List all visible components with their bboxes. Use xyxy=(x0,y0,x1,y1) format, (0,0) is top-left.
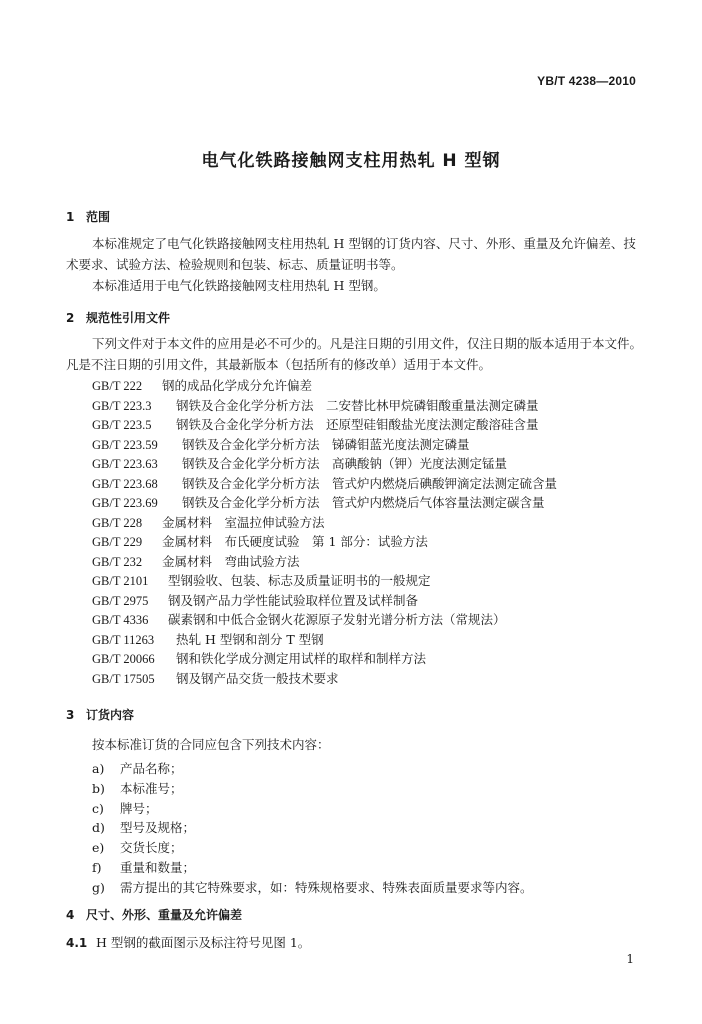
list-text: 型号及规格； xyxy=(120,820,196,836)
order-content-list xyxy=(92,759,533,898)
list-item xyxy=(92,799,533,819)
reference-code: GB/T 223.59 xyxy=(92,437,158,452)
reference-title: 钢铁及合金化学分析方法 高碘酸钠（钾）光度法测定锰量 xyxy=(182,456,508,471)
reference-title: 金属材料 布氏硬度试验 第 1 部分：试验方法 xyxy=(162,534,428,549)
reference-item xyxy=(92,610,557,630)
reference-title: 热轧 H 型钢和剖分 T 型钢 xyxy=(176,631,324,647)
section-3-intro: 按本标准订货的合同应包含下列技术内容： xyxy=(92,737,330,752)
list-text: 产品名称； xyxy=(120,761,183,776)
reference-item xyxy=(92,454,557,474)
reference-title: 钢铁及合金化学分析方法 管式炉内燃烧后碘酸钾滴定法测定硫含量 xyxy=(182,475,558,491)
reference-code: GB/T 20066 xyxy=(92,652,155,666)
reference-code: GB/T 229 xyxy=(92,535,143,549)
reference-code: GB/T 11263 xyxy=(92,632,155,647)
reference-title: 型钢验收、包装、标志及质量证明书的一般规定 xyxy=(168,573,431,588)
reference-item xyxy=(92,669,557,689)
section-title: 尺寸、外形、重量及允许偏差 xyxy=(86,908,243,922)
normative-references-list xyxy=(92,376,557,688)
clause-4-1 xyxy=(66,933,310,951)
list-marker: d) xyxy=(92,820,105,836)
section-title: 范围 xyxy=(86,210,111,224)
reference-item xyxy=(92,649,557,669)
reference-title: 钢铁及合金化学分析方法 管式炉内燃烧后气体容量法测定碳含量 xyxy=(182,495,545,510)
reference-code: GB/T 4336 xyxy=(92,613,149,627)
list-text: 本标准号； xyxy=(120,780,183,796)
reference-title: 钢和铁化学成分测定用试样的取样和制样方法 xyxy=(176,651,427,666)
section-1-paragraph-2 xyxy=(66,275,642,296)
list-item xyxy=(92,759,533,779)
reference-title: 钢及钢产品交货一般技术要求 xyxy=(176,670,339,686)
list-marker: f) xyxy=(92,859,102,875)
reference-title: 金属材料 弯曲试验方法 xyxy=(162,553,300,569)
list-marker: b) xyxy=(92,780,105,796)
reference-code: GB/T 223.69 xyxy=(92,496,158,510)
reference-item xyxy=(92,435,557,455)
section-number: 1 xyxy=(66,210,75,224)
reference-code: GB/T 2101 xyxy=(92,574,149,588)
list-item xyxy=(92,858,533,878)
reference-code: GB/T 223.68 xyxy=(92,476,158,491)
section-1-paragraph-1 xyxy=(66,233,642,275)
clause-text: H 型钢的截面图示及标注符号见图 1。 xyxy=(96,935,311,950)
paragraph-text: 下列文件对于本文件的应用是必不可少的。凡是注日期的引用文件，仅注日期的版本适用于本文件。凡是不注日期的引用文件，其最新版本（包括所有的修改单）适用于本文件。 xyxy=(66,336,643,372)
reference-title: 钢及钢产品力学性能试验取样位置及试样制备 xyxy=(168,592,419,608)
section-1-heading xyxy=(66,208,110,225)
reference-item xyxy=(92,552,557,572)
reference-item xyxy=(92,474,557,494)
reference-item xyxy=(92,376,557,396)
reference-item xyxy=(92,513,557,533)
section-4-heading xyxy=(66,906,242,923)
reference-code: GB/T 223.3 xyxy=(92,398,152,413)
reference-item xyxy=(92,396,557,416)
list-marker: g) xyxy=(92,879,105,895)
reference-code: GB/T 222 xyxy=(92,379,143,393)
section-2-heading xyxy=(66,309,170,326)
list-text: 牌号； xyxy=(120,800,158,816)
reference-code: GB/T 223.5 xyxy=(92,418,152,432)
list-text: 交货长度； xyxy=(120,840,183,856)
section-number: 4 xyxy=(66,908,75,922)
section-2-paragraph-1 xyxy=(66,333,642,375)
reference-title: 钢的成品化学成分允许偏差 xyxy=(162,378,313,393)
reference-item xyxy=(92,571,557,591)
section-number: 2 xyxy=(66,311,75,325)
list-text: 需方提出的其它特殊要求，如：特殊规格要求、特殊表面质量要求等内容。 xyxy=(120,879,533,895)
reference-item xyxy=(92,532,557,552)
reference-title: 碳素钢和中低合金钢火花源原子发射光谱分析方法（常规法） xyxy=(168,612,506,627)
reference-code: GB/T 228 xyxy=(92,515,143,530)
clause-number: 4.1 xyxy=(66,936,88,950)
list-item xyxy=(92,779,533,799)
reference-code: GB/T 17505 xyxy=(92,671,155,686)
reference-item xyxy=(92,415,557,435)
list-marker: a) xyxy=(92,761,105,776)
reference-code: GB/T 223.63 xyxy=(92,457,158,471)
reference-item xyxy=(92,493,557,513)
document-title: 电气化铁路接触网支柱用热轧 H 型钢 xyxy=(201,151,501,171)
list-item xyxy=(92,818,533,838)
list-marker: c) xyxy=(92,800,104,816)
reference-item xyxy=(92,591,557,611)
reference-code: GB/T 232 xyxy=(92,554,143,569)
list-item xyxy=(92,838,533,858)
section-3-heading xyxy=(66,706,134,723)
reference-title: 钢铁及合金化学分析方法 二安替比林甲烷磷钼酸重量法测定磷量 xyxy=(176,397,539,413)
paragraph-text: 本标准适用于电气化铁路接触网支柱用热轧 H 型钢。 xyxy=(92,278,386,293)
reference-title: 金属材料 室温拉伸试验方法 xyxy=(162,514,325,530)
list-marker: e) xyxy=(92,840,105,856)
reference-title: 钢铁及合金化学分析方法 还原型硅钼酸盐光度法测定酸溶硅含量 xyxy=(176,417,539,432)
list-text: 重量和数量； xyxy=(120,859,196,875)
paragraph-text: 本标准规定了电气化铁路接触网支柱用热轧 H 型钢的订货内容、尺寸、外形、重量及允许偏差、技术要求、试验方法、检验规则和包装、标志、质量证明书等。 xyxy=(66,236,636,272)
reference-code: GB/T 2975 xyxy=(92,593,149,608)
section-title: 订货内容 xyxy=(86,708,135,722)
standard-code: YB/T 4238—2010 xyxy=(537,74,636,88)
list-item xyxy=(92,878,533,898)
reference-item xyxy=(92,630,557,650)
page-number: 1 xyxy=(626,952,634,966)
reference-title: 钢铁及合金化学分析方法 锑磷钼蓝光度法测定磷量 xyxy=(182,436,470,452)
section-number: 3 xyxy=(66,708,75,722)
section-title: 规范性引用文件 xyxy=(86,311,171,325)
